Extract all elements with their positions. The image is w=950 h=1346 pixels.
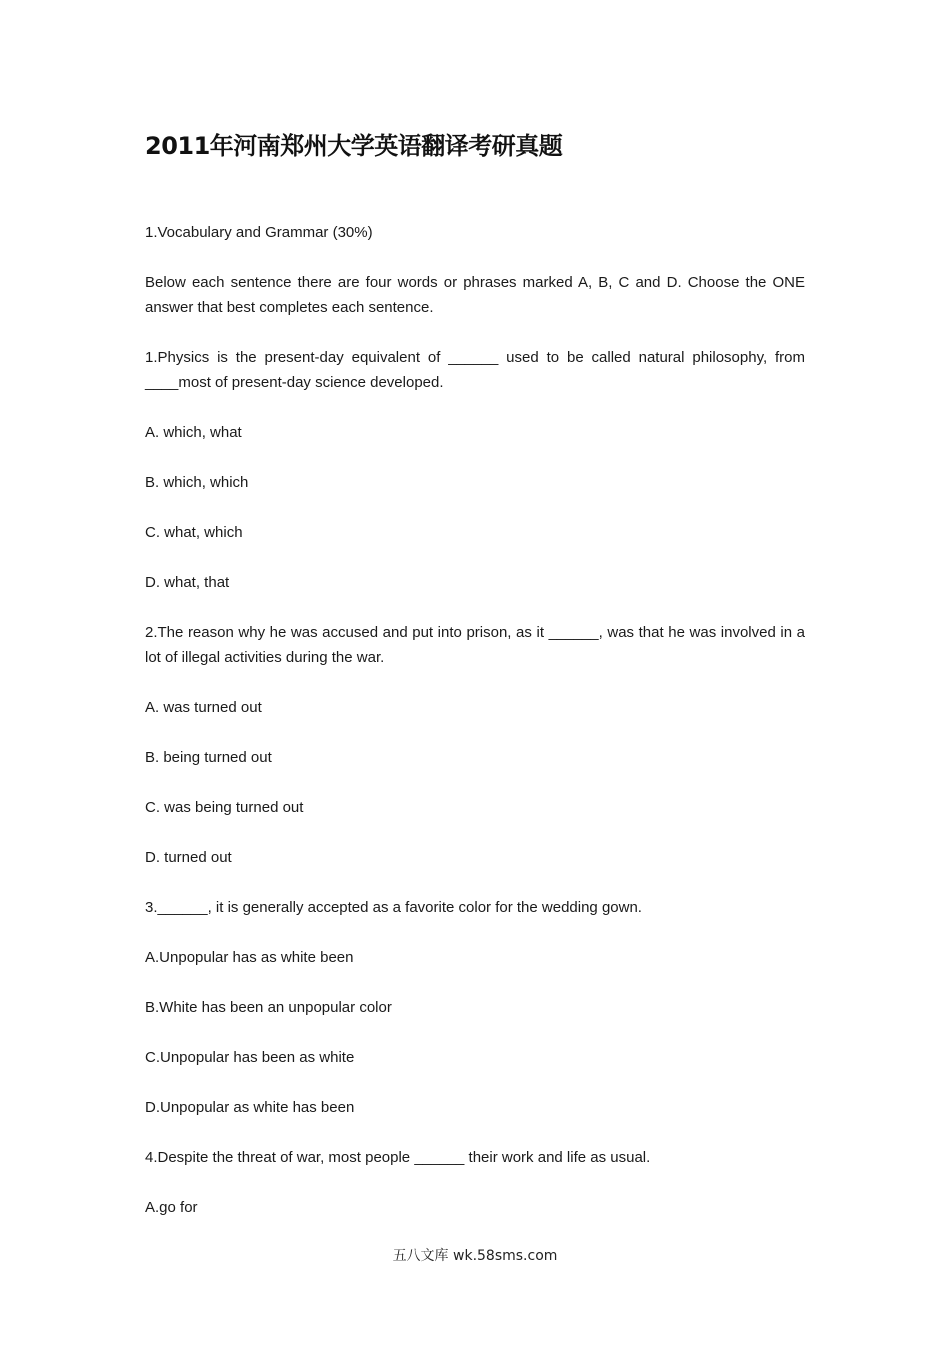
question-stem: 2.The reason why he was accused and put into prison, as it ______, was that he was involved in a lot of illegal activities during the war. [145, 624, 805, 666]
page-footer: 五八文库 wk.58sms.com [392, 1248, 558, 1264]
answer-option: D. what, that [145, 574, 230, 591]
document-body [145, 220, 805, 1245]
page-title: 2011年河南郑州大学英语翻译考研真题 [145, 132, 563, 160]
answer-option: B. being turned out [145, 749, 272, 766]
answer-option: B.White has been an unpopular color [145, 999, 392, 1016]
answer-option: A.Unpopular has as white been [145, 949, 354, 966]
section-heading: 1.Vocabulary and Grammar (30%) [145, 224, 373, 241]
answer-option: C. what, which [145, 524, 243, 541]
instructions: Below each sentence there are four words or phrases marked A, B, C and D. Choose the ONE answer that best completes each sentence. [145, 274, 805, 316]
answer-option: B. which, which [145, 474, 249, 491]
answer-option: A.go for [145, 1199, 198, 1216]
question-stem: 3.______, it is generally accepted as a favorite color for the wedding gown. [145, 899, 642, 916]
answer-option: D.Unpopular as white has been [145, 1099, 355, 1116]
answer-option: D. turned out [145, 849, 232, 866]
answer-option: C.Unpopular has been as white [145, 1049, 355, 1066]
answer-option: C. was being turned out [145, 799, 304, 816]
question-stem: 4.Despite the threat of war, most people ______ their work and life as usual. [145, 1149, 651, 1166]
answer-option: A. was turned out [145, 699, 262, 716]
answer-option: A. which, what [145, 424, 242, 441]
question-stem: 1.Physics is the present-day equivalent of ______ used to be called natural philosophy, from ____most of present-day science developed. [145, 349, 805, 391]
